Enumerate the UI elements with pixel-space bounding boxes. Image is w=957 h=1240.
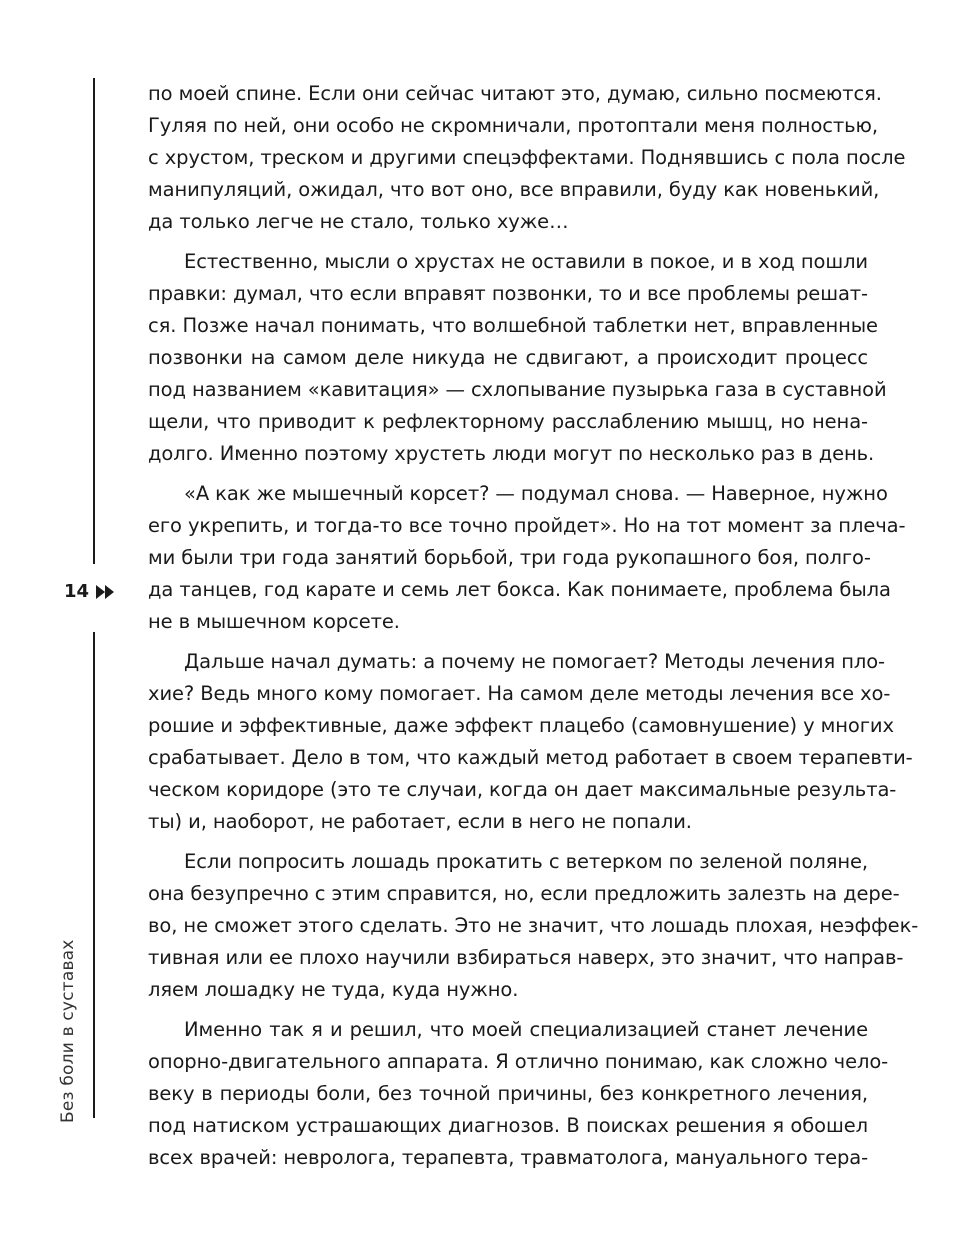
text-line: всех врачей: невролога, терапевта, травматолога, мануального тера-: [148, 1146, 869, 1169]
text-line: она безупречно с этим справится, но, если предложить залезть на дере-: [148, 882, 900, 905]
text-line: по моей спине. Если они сейчас читают это, думаю, сильно посмеются.: [148, 82, 882, 105]
text-line: да танцев, год карате и семь лет бокса. Как понимаете, проблема была: [148, 578, 891, 601]
text-line: тивная или ее плохо научили взбираться наверх, это значит, что направ-: [148, 946, 904, 969]
margin-rule-bottom: [93, 632, 95, 1118]
text-line: Дальше начал думать: а почему не помогает? Методы лечения пло-: [184, 650, 885, 673]
paragraph: [148, 1014, 889, 1174]
text-line: ты) и, наоборот, не работает, если в него не попали.: [148, 810, 692, 833]
text-line: манипуляций, ожидал, что вот оно, все вправили, буду как новенький,: [148, 178, 880, 201]
text-line: во, не сможет этого сделать. Это не значит, что лошадь плохая, неэффек-: [148, 914, 919, 937]
body-text: [148, 78, 919, 1174]
text-line: Если попросить лошадь прокатить с ветерком по зеленой поляне,: [184, 850, 868, 873]
text-line: щели, что приводит к рефлекторному расслаблению мышц, но нена-: [148, 410, 868, 433]
text-line: Именно так я и решил, что моей специализацией станет лечение: [184, 1018, 868, 1041]
text-line: ся. Позже начал понимать, что волшебной таблетки нет, вправленные: [148, 314, 878, 337]
text-line: ческом коридоре (это те случаи, когда он дает максимальные результа-: [148, 778, 897, 801]
page-marker: [64, 581, 115, 603]
running-title: Без боли в суставах: [58, 939, 78, 1123]
text-line: опорно-двигательного аппарата. Я отлично понимаю, как сложно чело-: [148, 1050, 889, 1073]
page-number: 14: [64, 581, 90, 602]
text-line: веку в периоды боли, без точной причины, без конкретного лечения,: [148, 1082, 868, 1105]
margin-rule-top: [93, 78, 95, 564]
text-line: срабатывает. Дело в том, что каждый метод работает в своем терапевти-: [148, 746, 913, 769]
text-line: «А как же мышечный корсет? — подумал снова. — Наверное, нужно: [184, 482, 888, 505]
text-line: не в мышечном корсете.: [148, 610, 400, 633]
double-arrow-icon: [95, 584, 115, 600]
paragraph: [148, 478, 906, 638]
text-line: рошие и эффективные, даже эффект плацебо (самовнушение) у многих: [148, 714, 894, 737]
paragraph: [148, 646, 913, 838]
text-line: ляем лошадку не туда, куда нужно.: [148, 978, 519, 1001]
paragraph: [148, 846, 919, 1006]
text-line: долго. Именно поэтому хрустеть люди могут по несколько раз в день.: [148, 442, 875, 465]
text-line: под натиском устрашающих диагнозов. В поисках решения я обошел: [148, 1114, 868, 1137]
text-line: с хрустом, треском и другими спецэффектами. Поднявшись с пола после: [148, 146, 906, 169]
paragraph: [148, 78, 906, 238]
text-line: да только легче не стало, только хуже…: [148, 210, 569, 233]
text-line: Гуляя по ней, они особо не скромничали, протоптали меня полностью,: [148, 114, 878, 137]
paragraph: [148, 246, 887, 470]
text-line: правки: думал, что если вправят позвонки, то и все проблемы решат-: [148, 282, 868, 305]
text-line: его укрепить, и тогда-то все точно пройдет». Но на тот момент за плеча-: [148, 514, 906, 537]
text-line: под названием «кавитация» — схлопывание пузырька газа в суставной: [148, 378, 887, 401]
text-line: Естественно, мысли о хрустах не оставили в покое, и в ход пошли: [184, 250, 868, 273]
text-line: хие? Ведь много кому помогает. На самом деле методы лечения все хо-: [148, 682, 891, 705]
text-line: позвонки на самом деле никуда не сдвигают, а происходит процесс: [148, 346, 868, 369]
text-line: ми были три года занятий борьбой, три года рукопашного боя, полго-: [148, 546, 871, 569]
